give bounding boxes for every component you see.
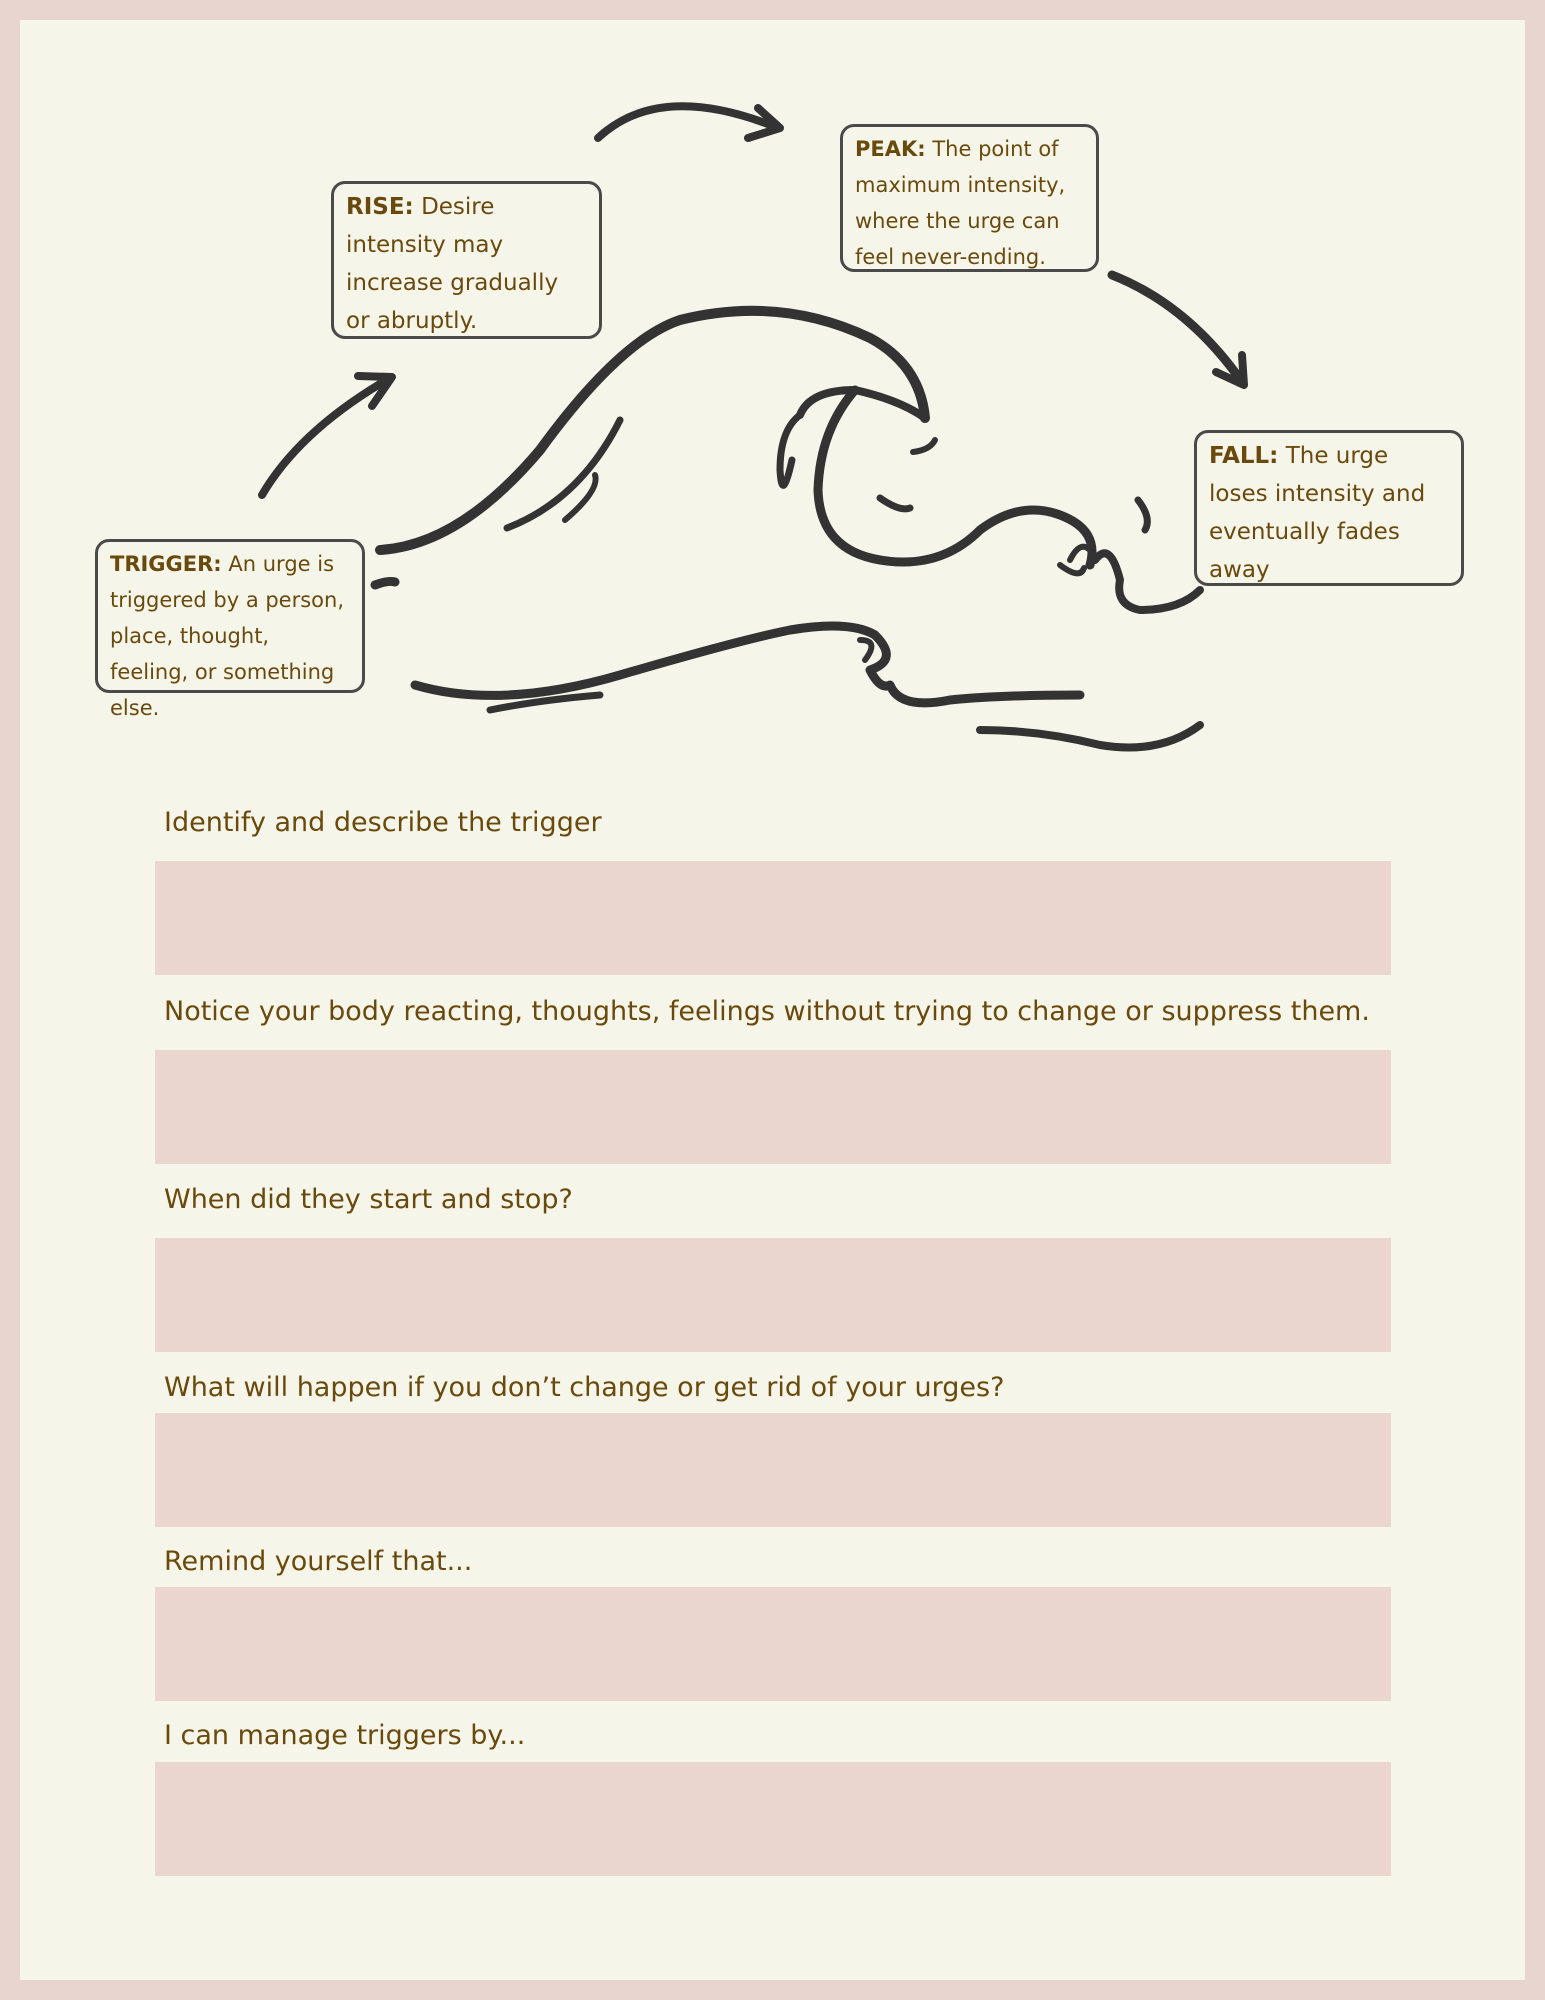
answer-field-manage[interactable] — [155, 1762, 1391, 1876]
answer-field-remind[interactable] — [155, 1587, 1391, 1701]
prompt-label-manage: I can manage triggers by... — [164, 1720, 526, 1751]
stage-rise-title: RISE: — [346, 194, 414, 220]
arrow-peak-to-fall-icon — [1112, 275, 1244, 385]
answer-field-start-stop[interactable] — [155, 1238, 1391, 1352]
arrow-rise-to-peak-icon — [598, 106, 780, 138]
stage-fall-text: The urge loses intensity and eventually fades away — [1209, 443, 1426, 583]
stage-peak-title: PEAK: — [855, 137, 926, 161]
prompt-label-start-stop: When did they start and stop? — [164, 1184, 573, 1215]
stage-rise-text: Desire intensity may increase gradually or abruptly. — [346, 194, 559, 334]
stage-peak-card — [840, 124, 1099, 272]
prompt-label-trigger: Identify and describe the trigger — [164, 807, 602, 838]
stage-trigger-card — [95, 539, 365, 720]
wave-swell-icon — [375, 581, 1200, 747]
stage-rise-card — [331, 181, 602, 339]
worksheet-page — [20, 20, 1525, 1980]
arrow-trigger-to-rise-icon — [262, 376, 392, 495]
answer-field-trigger[interactable] — [155, 861, 1391, 975]
answer-field-notice[interactable] — [155, 1050, 1391, 1164]
prompt-label-consequence: What will happen if you don’t change or get rid of your urges? — [164, 1372, 1005, 1403]
stage-fall-card — [1194, 430, 1464, 586]
prompt-label-notice: Notice your body reacting, thoughts, feelings without trying to change or suppress them. — [164, 996, 1370, 1027]
stage-trigger-text: An urge is triggered by a person, place, thought, feeling, or something else. — [110, 552, 345, 720]
stage-trigger-title: TRIGGER: — [110, 552, 222, 576]
stage-fall-title: FALL: — [1209, 443, 1279, 469]
stage-peak-text: The point of maximum intensity, where the urge can feel never-ending. — [855, 137, 1066, 269]
wave-crest-icon — [380, 311, 1200, 610]
prompt-label-remind: Remind yourself that... — [164, 1546, 473, 1577]
answer-field-consequence[interactable] — [155, 1413, 1391, 1527]
